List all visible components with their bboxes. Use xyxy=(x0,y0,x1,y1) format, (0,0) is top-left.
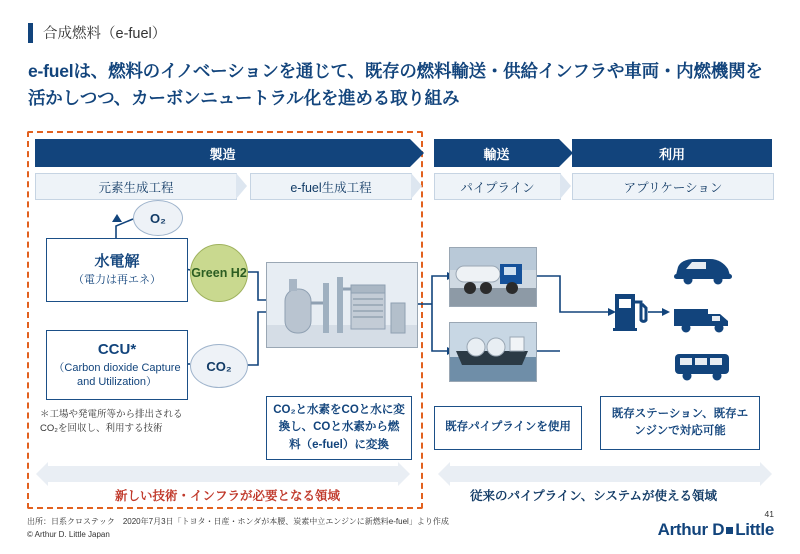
car-icon xyxy=(672,253,734,290)
fuel-pump-icon xyxy=(612,288,648,337)
bottom-arrow-left xyxy=(48,466,398,482)
chemical-plant-photo xyxy=(266,262,418,348)
caption-existing-station: 既存ステーション、既存エンジンで対応可能 xyxy=(600,396,760,450)
logo-right-text: Little xyxy=(735,520,774,539)
page-number: 41 xyxy=(764,509,774,519)
bottom-arrow-right xyxy=(450,466,760,482)
stage-bar-manufacture: 製造 xyxy=(35,139,410,167)
stage-bar-use: 利用 xyxy=(572,139,772,167)
box-electrolysis-subtitle: （電力は再エネ） xyxy=(73,273,161,286)
oxygen-node: O₂ xyxy=(133,200,183,236)
caption-existing-pipeline: 既存パイプラインを使用 xyxy=(434,406,582,450)
bottom-label-right: 従来のパイプライン、システムが使える領域 xyxy=(470,489,718,503)
bus-icon xyxy=(672,350,734,387)
substage-application: アプリケーション xyxy=(572,173,774,200)
source-note: 出所：日系クロステック 2020年7月3日「トヨタ・日産・ホンダが本腰、炭素中立エンジンに新燃料e-fuel」より作成 xyxy=(27,517,449,526)
logo-square-icon xyxy=(726,527,733,534)
co2-node: CO₂ xyxy=(190,344,248,388)
lede-text: e-fuelは、燃料のイノベーションを通じて、既存の燃料輸送・供給インフラや車両・内燃機関を活かしつつ、カーボンニュートラル化を進める取り組み xyxy=(28,61,763,109)
ccu-footnote: ＊工場や発電所等から排出されるCO₂を回収し、利用する技術 xyxy=(40,409,183,434)
header-accent-bar xyxy=(28,23,33,43)
slide-header xyxy=(28,22,166,43)
caption-efuel-conversion: CO₂と水素をCOと水に変換し、COと水素から燃料（e-fuel）に変換 xyxy=(266,396,412,460)
truck-icon xyxy=(672,303,734,340)
page-title: 合成燃料（e-fuel） xyxy=(43,26,167,42)
logo-left-text: Arthur D xyxy=(657,520,725,539)
lng-ship-photo xyxy=(449,322,537,382)
box-ccu-subtitle: （Carbon dioxide Capture and Utilization） xyxy=(53,361,181,388)
stage-bar-transport: 輸送 xyxy=(434,139,559,167)
company-logo xyxy=(658,520,774,540)
box-ccu xyxy=(46,330,188,400)
green-hydrogen-node: Green H2 xyxy=(190,244,248,302)
substage-element-generation: 元素生成工程 xyxy=(35,173,237,200)
substage-pipeline: パイプライン xyxy=(434,173,561,200)
box-electrolysis-title: 水電解 xyxy=(94,252,140,270)
bottom-label-left: 新しい技術・インフラが必要となる領域 xyxy=(115,489,341,503)
box-ccu-title: CCU* xyxy=(97,340,137,358)
tank-truck-photo xyxy=(449,247,537,307)
substage-efuel-generation: e-fuel生成工程 xyxy=(250,173,412,200)
box-electrolysis xyxy=(46,238,188,302)
copyright-note: © Arthur D. Little Japan xyxy=(27,530,110,539)
